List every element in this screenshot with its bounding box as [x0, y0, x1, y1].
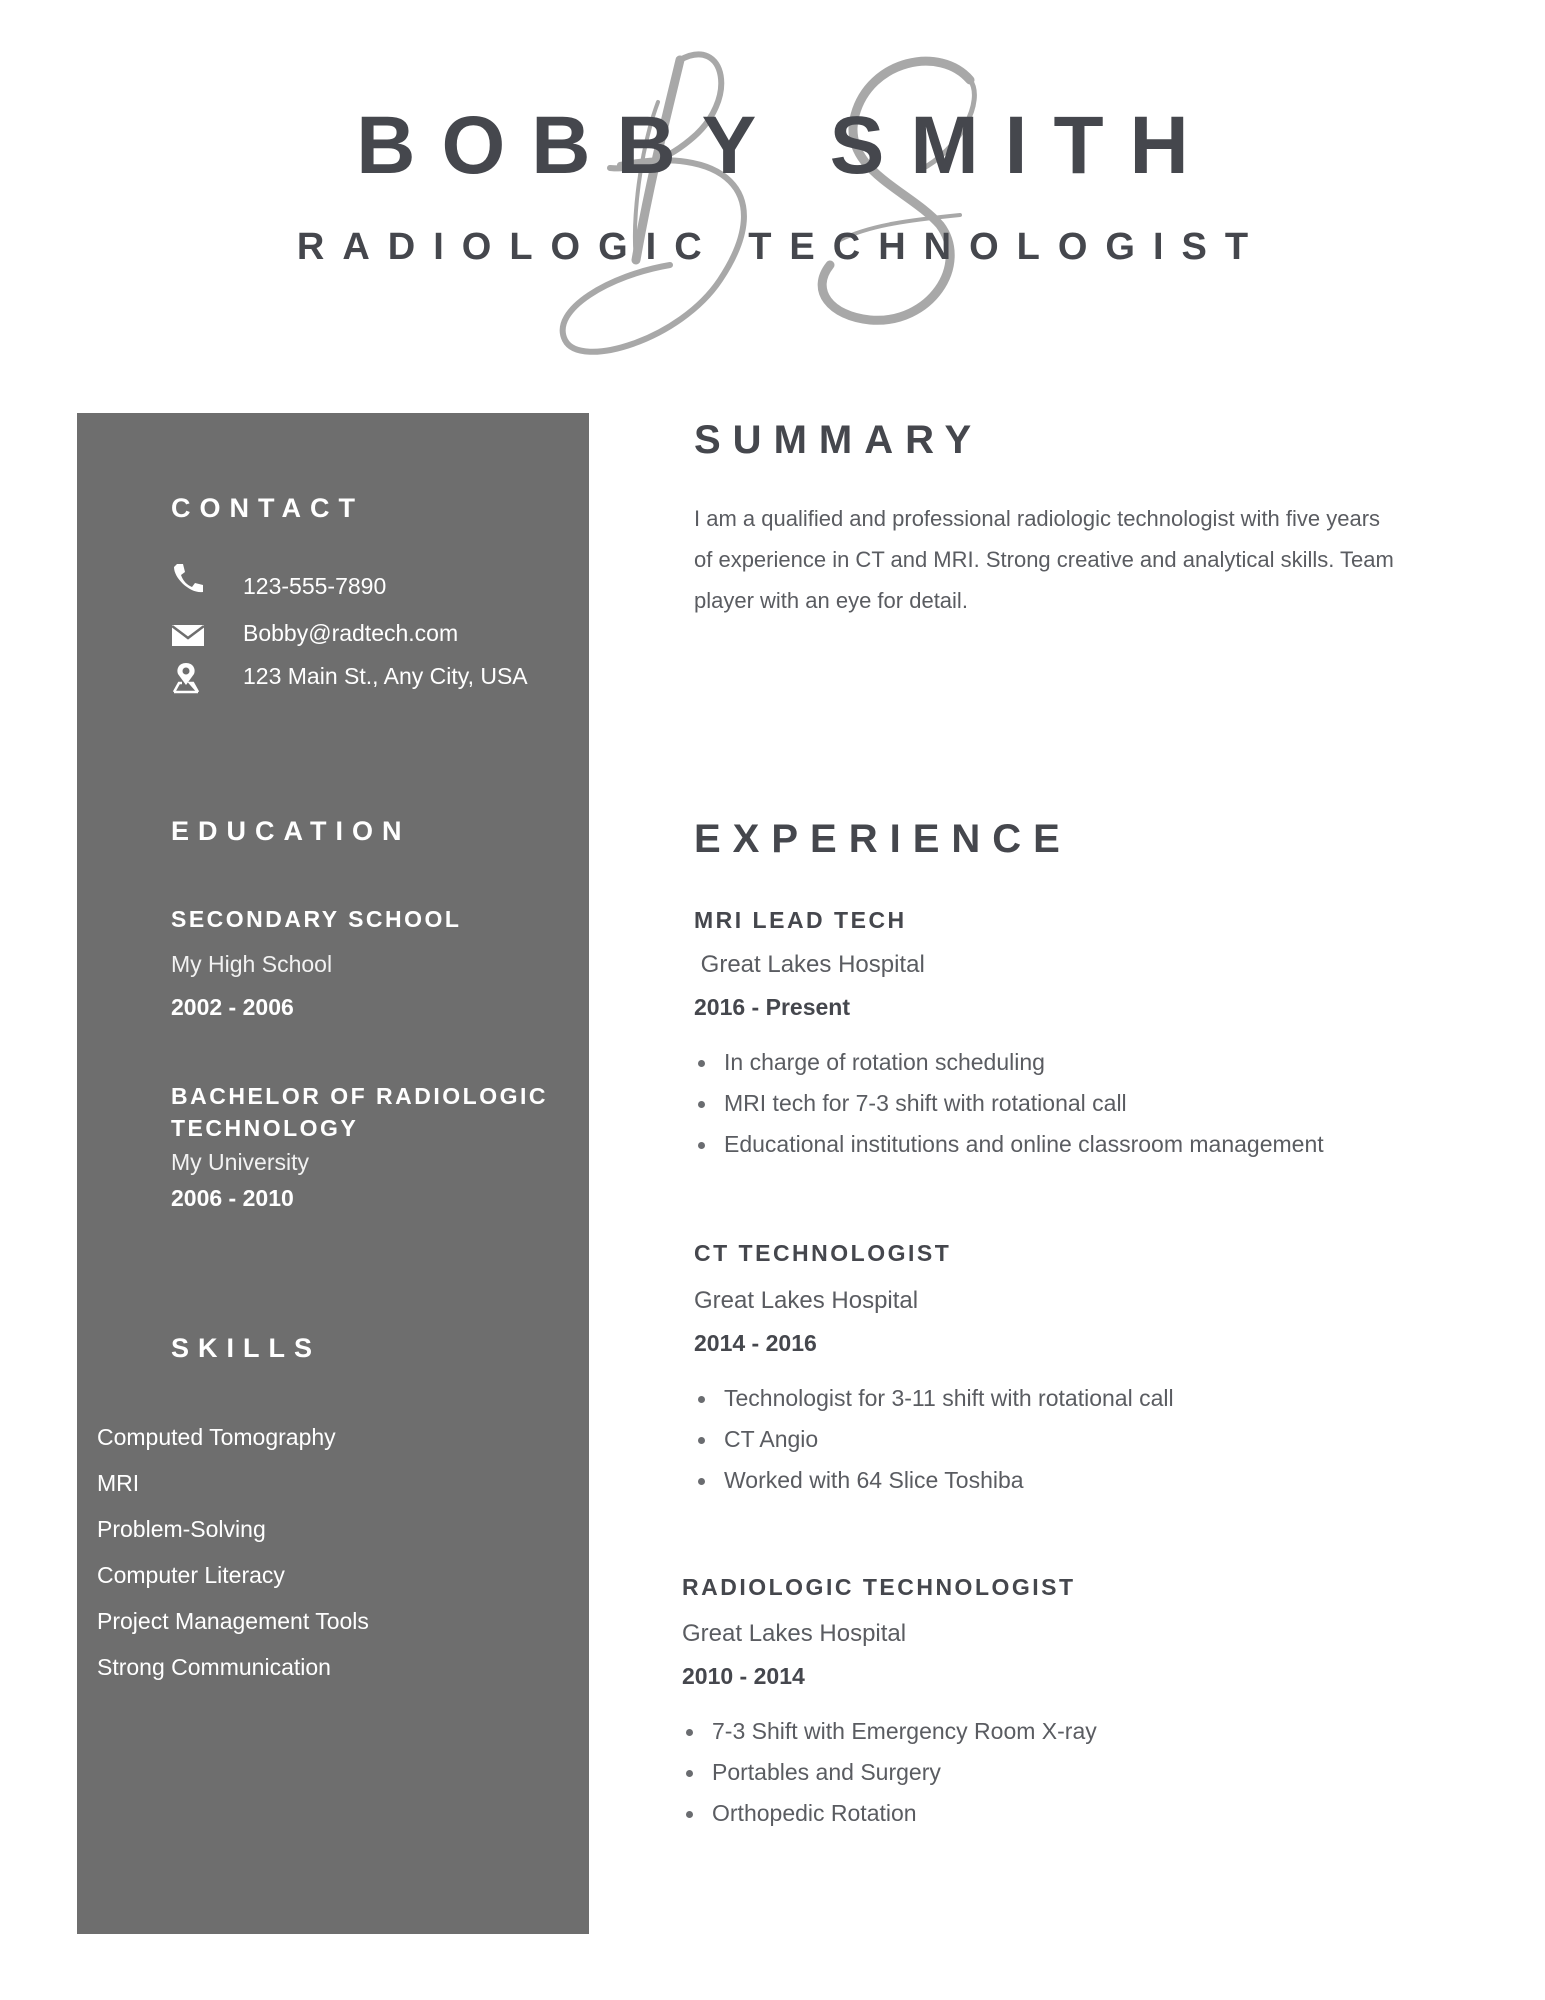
- address-text: 123 Main St., Any City, USA: [243, 663, 528, 689]
- job-bullet: Portables and Surgery: [682, 1757, 1097, 1798]
- skill-item: Computed Tomography: [97, 1424, 336, 1450]
- job-title: RADIOLOGIC TECHNOLOGIST: [682, 1574, 1076, 1600]
- location-icon: [171, 661, 205, 695]
- sidebar: [77, 413, 589, 1934]
- skill-item: Computer Literacy: [97, 1562, 285, 1588]
- skill-item: Project Management Tools: [97, 1608, 369, 1634]
- mail-icon: [171, 618, 205, 652]
- summary-heading: SUMMARY: [694, 418, 984, 462]
- job-place: Great Lakes Hospital: [694, 1287, 919, 1314]
- job-bullet: CT Angio: [694, 1424, 1174, 1465]
- job-bullet: Technologist for 3-11 shift with rotational call: [694, 1383, 1174, 1424]
- skill-item: Problem-Solving: [97, 1516, 266, 1542]
- job-years: 2014 - 2016: [694, 1330, 817, 1356]
- education-years: 2002 - 2006: [171, 994, 294, 1020]
- education-heading: EDUCATION: [171, 816, 411, 846]
- education-years: 2006 - 2010: [171, 1185, 294, 1211]
- job-place: Great Lakes Hospital: [682, 1620, 907, 1647]
- skills-heading: SKILLS: [171, 1333, 322, 1363]
- job-bullet: Educational institutions and online classroom management: [694, 1129, 1324, 1170]
- skill-item: Strong Communication: [97, 1654, 331, 1680]
- job-years: 2010 - 2014: [682, 1663, 805, 1689]
- job-place: Great Lakes Hospital: [694, 951, 925, 978]
- skill-item: MRI: [97, 1470, 140, 1496]
- job-title: MRI LEAD TECH: [694, 907, 907, 933]
- candidate-name: BOBBY SMITH: [356, 100, 1215, 191]
- job-bullet: Worked with 64 Slice Toshiba: [694, 1465, 1174, 1506]
- education-school: My High School: [171, 951, 333, 977]
- contact-email: [171, 618, 571, 652]
- monogram-logo: [540, 40, 1060, 380]
- education-title: SECONDARY SCHOOL: [171, 906, 462, 932]
- job-bullet: Orthopedic Rotation: [682, 1798, 1097, 1839]
- contact-heading: CONTACT: [171, 493, 364, 523]
- phone-text: 123-555-7890: [243, 573, 387, 599]
- job-bullet: MRI tech for 7-3 shift with rotational call: [694, 1088, 1324, 1129]
- candidate-role: RADIOLOGIC TECHNOLOGIST: [296, 226, 1267, 268]
- skills-list: [97, 1422, 369, 1698]
- job-years: 2016 - Present: [694, 994, 850, 1020]
- email-text: Bobby@radtech.com: [243, 620, 459, 646]
- education-school: My University: [171, 1149, 310, 1175]
- phone-icon: [171, 561, 205, 595]
- job-title: CT TECHNOLOGIST: [694, 1240, 952, 1266]
- experience-heading: EXPERIENCE: [694, 817, 1072, 861]
- job-bullets: [694, 1383, 1174, 1506]
- summary-text: I am a qualified and professional radiologic technologist with five years of experience in CT and MRI. Strong creative and analytical skills. Team player with an eye for detail.: [694, 506, 1394, 613]
- contact-phone: [171, 561, 571, 599]
- job-bullet: 7-3 Shift with Emergency Room X-ray: [682, 1716, 1097, 1757]
- job-bullet: In charge of rotation scheduling: [694, 1047, 1324, 1088]
- job-bullets: [694, 1047, 1324, 1170]
- education-title: BACHELOR OF RADIOLOGIC TECHNOLOGY: [171, 1083, 548, 1141]
- job-bullets: [682, 1716, 1097, 1839]
- contact-address: [171, 661, 571, 695]
